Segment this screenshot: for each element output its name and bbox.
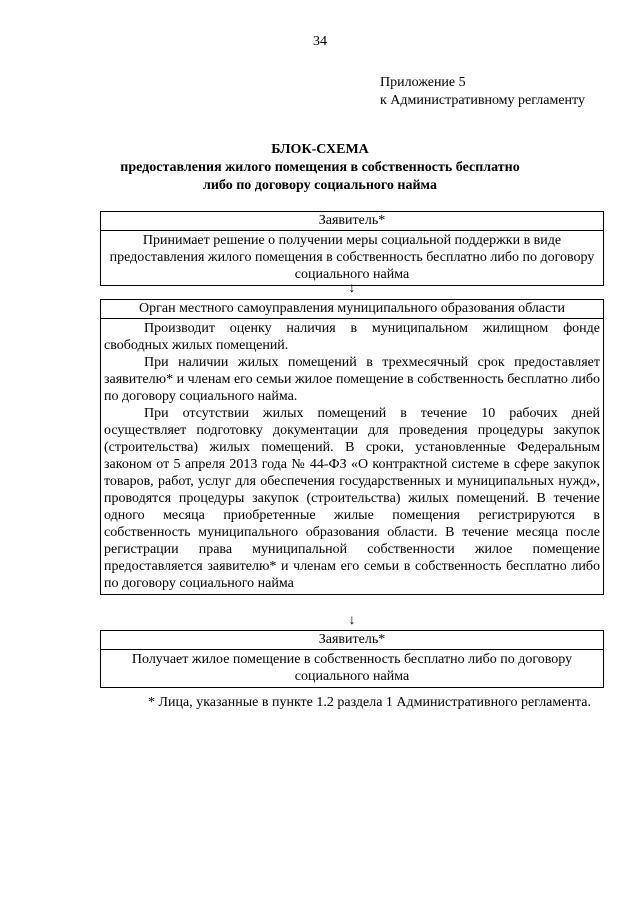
document-title bbox=[0, 141, 640, 195]
flow-block-local-authority bbox=[100, 299, 604, 595]
flow-block-body bbox=[101, 319, 603, 594]
paragraph: Производит оценку наличия в муниципальном жилищном фонде свободных жилых помещений. bbox=[104, 321, 600, 353]
paragraph: При отсутствии жилых помещений в течение 10 рабочих дней осуществляет подготовку документации для проведения процедуры закупок (строительства) жилых помещений. В сроки, установленные Федеральным законом от 5 апреля 2013 года № 44-ФЗ «О контрактной системе в сфере закупок товаров, работ, услуг для обеспечения государственных и муниципальных нужд», проводятся процедуры закупок (строительства) жилых помещений. В течение одного месяца приобретенные жилые помещения регистрируются в собственность муниципального образования области. В течение месяца после регистрации права муниципальной собственности жилое помещение предоставляется заявителю* и членам его семьи в собственность бесплатно либо по договору социального найма bbox=[104, 406, 600, 591]
flow-arrow-down-icon: ↓ bbox=[348, 281, 356, 296]
paragraph: При наличии жилых помещений в трехмесячный срок предоставляет заявителю* и членам его семьи жилое помещение в собственность бесплатно либо по договору социального найма. bbox=[104, 355, 600, 404]
flow-block-header: Орган местного самоуправления муниципального образования области bbox=[101, 300, 603, 319]
flow-block-applicant-receives bbox=[100, 630, 604, 688]
title-line-3: либо по договору социального найма bbox=[203, 178, 437, 193]
flow-block-applicant-decision bbox=[100, 211, 604, 286]
flow-arrow-down-icon: ↓ bbox=[348, 613, 356, 628]
page-number: 34 bbox=[313, 34, 327, 49]
appendix-line-1: Приложение 5 bbox=[380, 75, 466, 90]
flow-block-body: Получает жилое помещение в собственность бесплатно либо по договору социального найма bbox=[131, 652, 573, 684]
flow-block-header: Заявитель* bbox=[101, 212, 603, 231]
flow-block-header: Заявитель* bbox=[101, 631, 603, 650]
appendix-note bbox=[380, 74, 585, 110]
title-main: БЛОК-СХЕМА bbox=[271, 142, 369, 157]
flow-block-body: Принимает решение о получении меры социальной поддержки в виде предоставления жилого помещения в собственность бесплатно либо по договору социального найма bbox=[109, 233, 595, 282]
footnote: * Лица, указанные в пункте 1.2 раздела 1 Административного регламента. bbox=[148, 695, 591, 710]
title-line-2: предоставления жилого помещения в собственность бесплатно bbox=[120, 160, 520, 175]
appendix-line-2: к Административному регламенту bbox=[380, 93, 585, 108]
